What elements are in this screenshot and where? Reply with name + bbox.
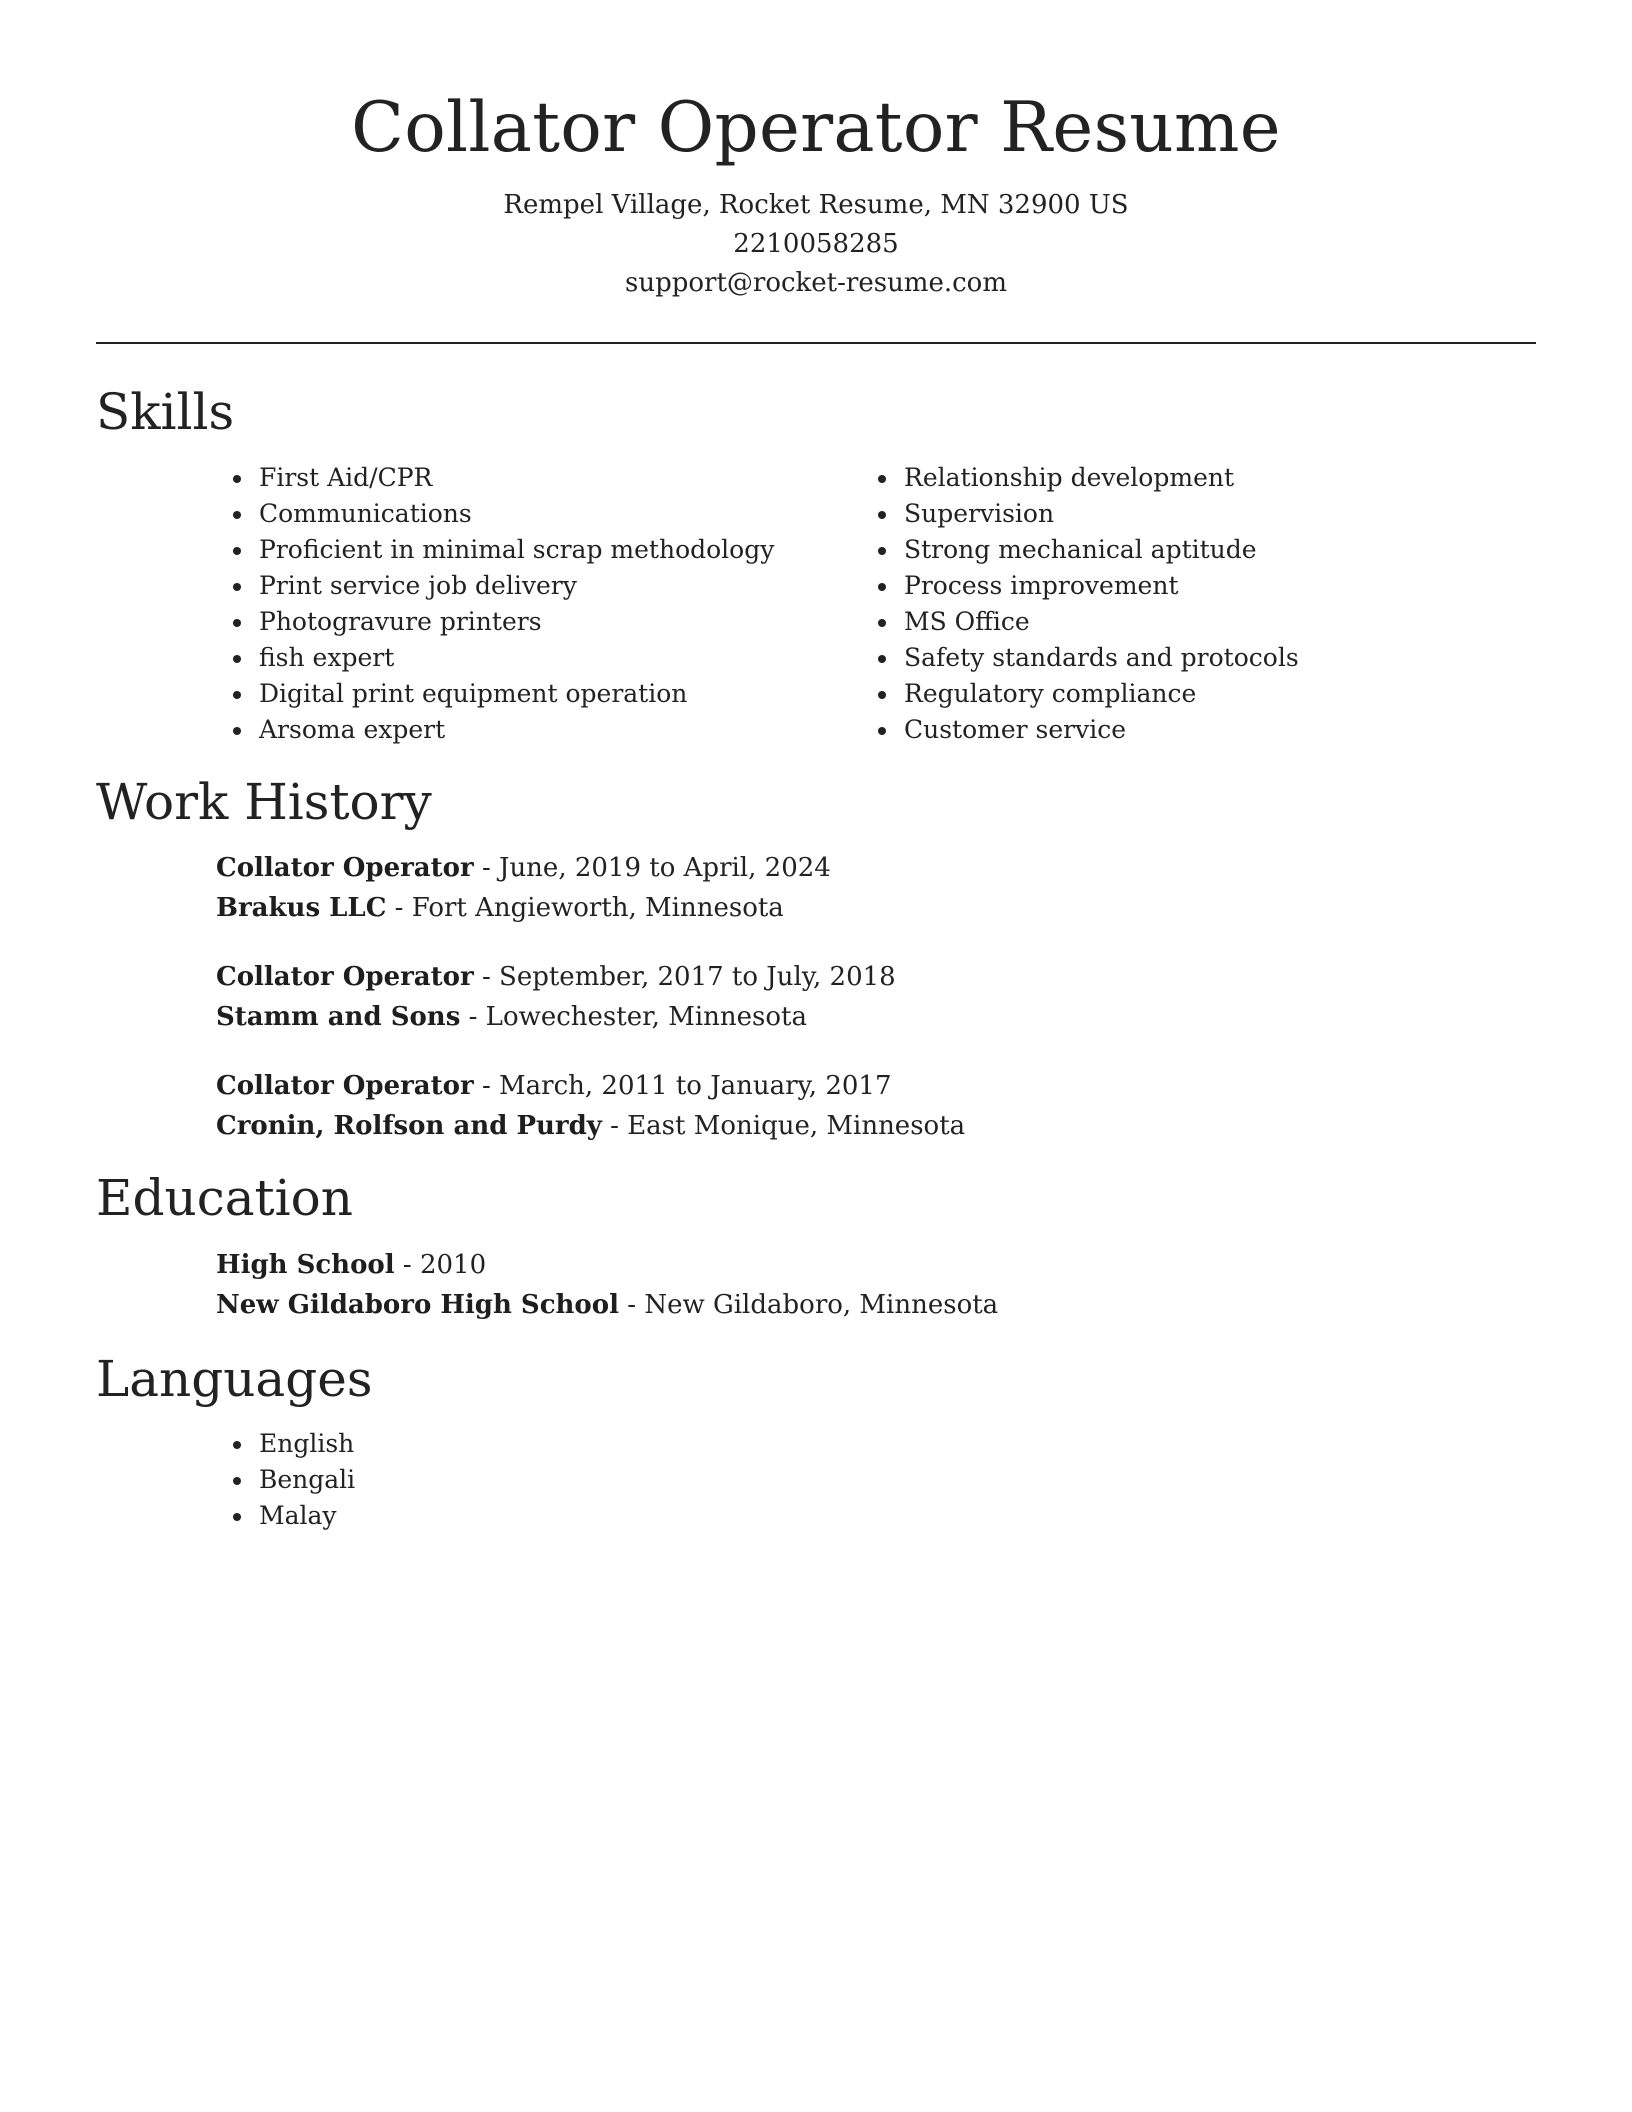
language-item: Bengali bbox=[259, 1462, 355, 1498]
job-company: Stamm and Sons bbox=[216, 1002, 461, 1032]
job-entry bbox=[216, 1066, 965, 1146]
skill-item: fish expert bbox=[259, 640, 774, 676]
education-school: New Gildaboro High School bbox=[216, 1290, 619, 1320]
job-company-line bbox=[216, 888, 831, 928]
skill-item: Communications bbox=[259, 496, 774, 532]
education-degree: High School bbox=[216, 1250, 395, 1280]
education-heading: Education bbox=[96, 1169, 353, 1227]
page-title: Collator Operator Resume bbox=[351, 88, 1281, 168]
job-title-line bbox=[216, 957, 896, 997]
resume-header bbox=[96, 80, 1536, 303]
skill-item: MS Office bbox=[904, 604, 1299, 640]
job-company: Brakus LLC bbox=[216, 893, 387, 923]
skill-item: Relationship development bbox=[904, 460, 1299, 496]
job-entry bbox=[216, 848, 831, 928]
job-company: Cronin, Rolfson and Purdy bbox=[216, 1111, 602, 1141]
skill-item: Safety standards and protocols bbox=[904, 640, 1299, 676]
education-school-line bbox=[216, 1285, 998, 1325]
skill-item: Supervision bbox=[904, 496, 1299, 532]
skill-item: Proficient in minimal scrap methodology bbox=[259, 532, 774, 568]
language-item: English bbox=[259, 1426, 355, 1462]
skill-item: Customer service bbox=[904, 712, 1299, 748]
job-location: - Lowechester, Minnesota bbox=[460, 1002, 807, 1032]
header-divider bbox=[96, 342, 1536, 344]
job-location: - East Monique, Minnesota bbox=[601, 1111, 966, 1141]
skill-item: Regulatory compliance bbox=[904, 676, 1299, 712]
job-location: - Fort Angieworth, Minnesota bbox=[386, 893, 784, 923]
work-history-heading: Work History bbox=[96, 773, 432, 831]
job-title: Collator Operator bbox=[216, 962, 474, 992]
job-dates: - June, 2019 to April, 2024 bbox=[473, 853, 831, 883]
job-entry bbox=[216, 957, 896, 1037]
education-degree-line bbox=[216, 1245, 998, 1285]
skill-item: Process improvement bbox=[904, 568, 1299, 604]
job-title: Collator Operator bbox=[216, 853, 474, 883]
skill-item: Print service job delivery bbox=[259, 568, 774, 604]
contact-email: support@rocket-resume.com bbox=[624, 268, 1007, 298]
contact-phone: 2210058285 bbox=[733, 229, 899, 259]
languages-heading: Languages bbox=[96, 1350, 373, 1408]
education-entry bbox=[216, 1245, 998, 1325]
job-company-line bbox=[216, 997, 896, 1037]
contact-block bbox=[96, 186, 1536, 303]
languages-list bbox=[229, 1426, 355, 1534]
skill-item: First Aid/CPR bbox=[259, 460, 774, 496]
skill-item: Arsoma expert bbox=[259, 712, 774, 748]
skills-heading: Skills bbox=[96, 383, 235, 441]
job-title: Collator Operator bbox=[216, 1071, 474, 1101]
education-year: - 2010 bbox=[394, 1250, 487, 1280]
language-item: Malay bbox=[259, 1498, 355, 1534]
skill-item: Photogravure printers bbox=[259, 604, 774, 640]
skill-item: Digital print equipment operation bbox=[259, 676, 774, 712]
job-title-line bbox=[216, 1066, 965, 1106]
job-company-line bbox=[216, 1106, 965, 1146]
contact-address: Rempel Village, Rocket Resume, MN 32900 US bbox=[503, 190, 1129, 220]
skills-list-left bbox=[229, 460, 774, 748]
job-dates: - September, 2017 to July, 2018 bbox=[473, 962, 896, 992]
job-dates: - March, 2011 to January, 2017 bbox=[473, 1071, 892, 1101]
job-title-line bbox=[216, 848, 831, 888]
skill-item: Strong mechanical aptitude bbox=[904, 532, 1299, 568]
skills-list-right bbox=[874, 460, 1299, 748]
education-location: - New Gildaboro, Minnesota bbox=[619, 1290, 999, 1320]
